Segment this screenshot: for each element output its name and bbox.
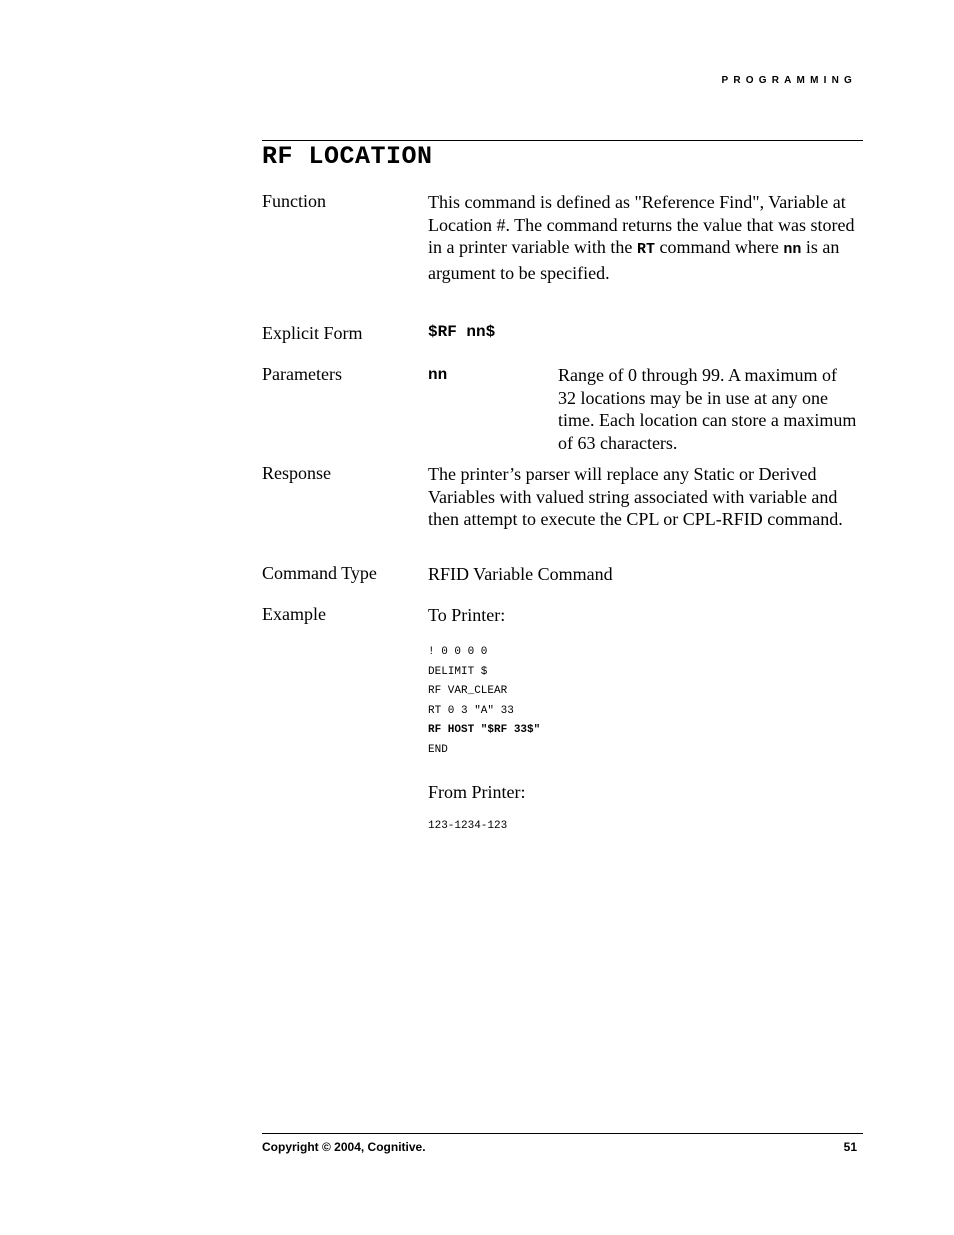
function-text-part-2: command where [654,237,784,258]
code-line: END [428,743,448,756]
from-printer-label: From Printer: [428,782,526,802]
function-text-part-1: This command is defined as "Reference Find", Variable at Location #. The command returns the value that was stored in a printer variable with the [428,192,855,258]
code-line: RT 0 3 "A" 33 [428,704,514,717]
explicit-form-value: $RF nn$ [428,323,496,341]
title-rule [262,140,863,141]
code-line-highlighted: RF HOST "$RF 33$" [428,724,541,736]
explicit-form-label: Explicit Form [262,323,363,343]
parameter-description: Range of 0 through 99. A maximum of 32 locations may be in use at any one time. Each location can store a maximum of 63 characters. [558,365,857,453]
response-text: The printer’s parser will replace any Static or Derived Variables with valued string associated with variable and then attempt to execute the CPL or CPL-RFID command. [428,464,843,530]
example-label: Example [262,604,326,624]
footer-rule [262,1133,863,1134]
copyright: Copyright © 2004, Cognitive. [262,1140,426,1154]
code-line: DELIMIT $ [428,665,488,678]
parameters-label: Parameters [262,364,342,384]
function-text [428,191,858,284]
function-label: Function [262,191,327,211]
printer-output: 123-1234-123 [428,820,508,832]
page-number: 51 [843,1140,857,1154]
function-code-rt: RT [636,241,655,259]
function-text-part-3: is an argument to be specified. [428,237,840,283]
code-line: ! 0 0 0 0 [428,646,488,658]
running-head: PROGRAMMING [721,75,857,86]
command-type-label: Command Type [262,563,377,583]
function-code-nn: nn [783,241,802,259]
command-type-value: RFID Variable Command [428,564,613,584]
parameter-name: nn [428,366,448,384]
example-code-block [428,643,540,760]
code-line: RF VAR_CLEAR [428,685,508,697]
to-printer-label: To Printer: [428,605,506,625]
page-title: RF LOCATION [262,142,433,171]
response-label: Response [262,463,331,483]
